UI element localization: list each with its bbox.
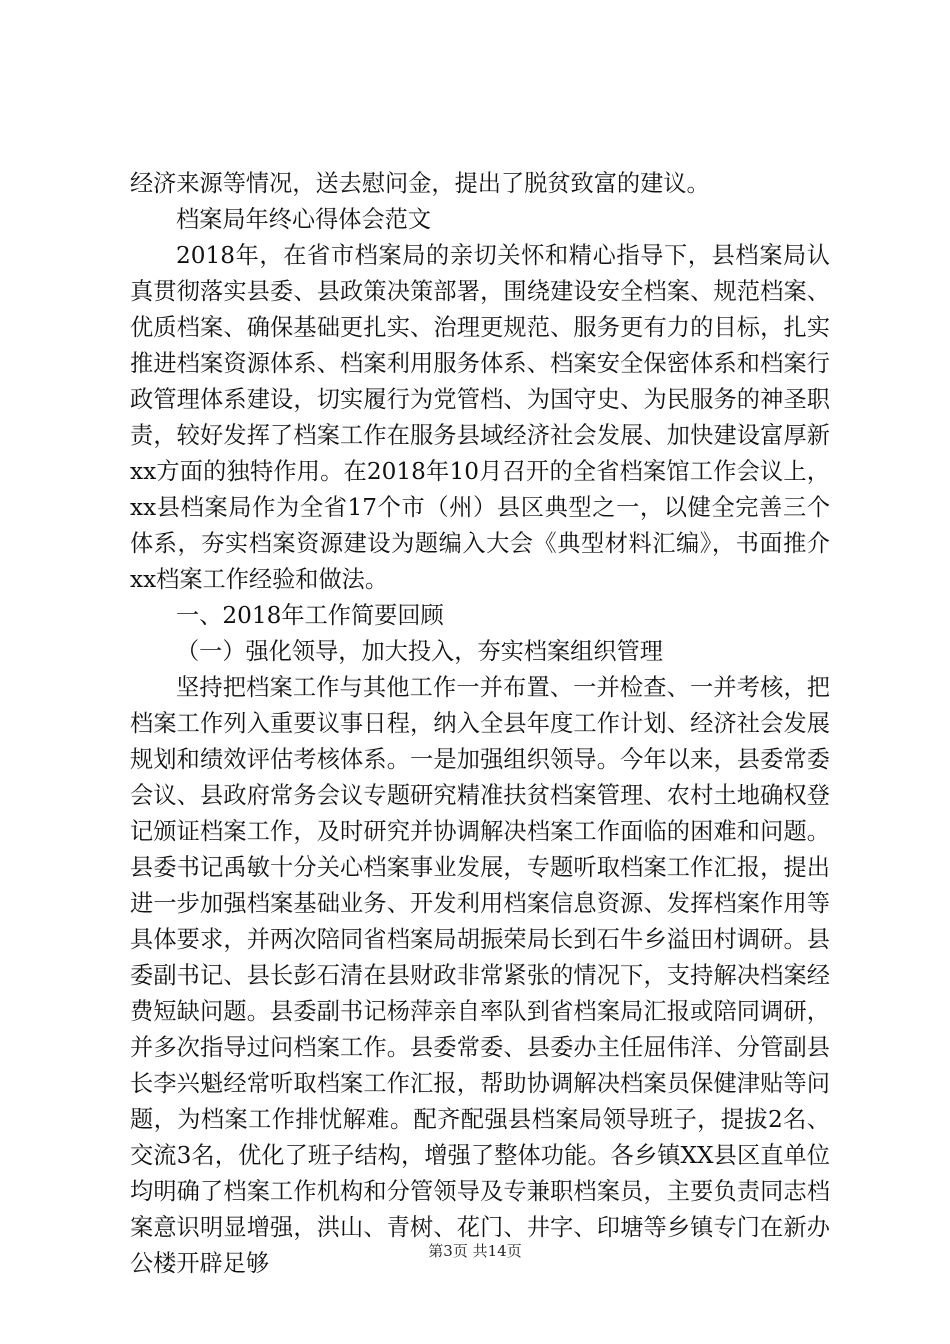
section-title: 档案局年终心得体会范文 [176,206,432,233]
document-body [130,166,830,1282]
paragraph-continuation: 经济来源等情况，送去慰问金，提出了脱贫致富的建议。 [130,170,710,197]
page-footer [0,1241,950,1261]
paragraph-leadership: 坚持把档案工作与其他工作一并布置、一并检查、一并考核，把档案工作列入重要议事日程，纳入全县年度工作计划、经济社会发展规划和绩效评估考核体系。一是加强组织领导。今年以来，县委常委会议、县政府常务会议专题研究精准扶贫档案管理、农村土地确权登记颁证档案工作，及时研究并协调解决档案工作面临的困难和问题。县委书记禹敏十分关心档案事业发展，专题听取档案工作汇报，提出进一步加强档案基础业务、开发利用档案信息资源、发挥档案作用等具体要求，并两次陪同省档案局胡振荣局长到石牛乡溢田村调研。县委副书记、县长彭石清在县财政非常紧张的情况下，支持解决档案经费短缺问题。县委副书记杨萍亲自率队到省档案局汇报或陪同调研，并多次指导过问档案工作。县委常委、县委办主任屈伟洋、分管副县长李兴魁经常听取档案工作汇报，帮助协调解决档案员保健津贴等问题，为档案工作排忧解难。配齐配强县档案局领导班子，提拔2名、交流3名，优化了班子结构，增强了整体功能。各乡镇XX县区直单位均明确了档案工作机构和分管领导及专兼职档案员，主要负责同志档案意识明显增强，洪山、青树、花门、井字、印塘等乡镇专门在新办公楼开辟足够 [130,674,830,1277]
page-number: 第3页 共14页 [428,1242,522,1260]
paragraph-intro: 2018年，在省市档案局的亲切关怀和精心指导下，县档案局认真贯彻落实县委、县政策决策部署，围绕建设安全档案、规范档案、优质档案、确保基础更扎实、治理更规范、服务更有力的目标，扎实推进档案资源体系、档案利用服务体系、档案安全保密体系和档案行政管理体系建设，切实履行为党管档、为国守史、为民服务的神圣职责，较好发挥了档案工作在服务县域经济社会发展、加快建设富厚新xx方面的独特作用。在2018年10月召开的全省档案馆工作会议上，xx县档案局作为全省17个市（州）县区典型之一，以健全完善三个体系，夯实档案资源建设为题编入大会《典型材料汇编》，书面推介xx档案工作经验和做法。 [130,242,830,593]
subheading-leadership: （一）强化领导，加大投入，夯实档案组织管理 [176,638,663,665]
heading-review: 一、2018年工作简要回顾 [176,602,444,629]
